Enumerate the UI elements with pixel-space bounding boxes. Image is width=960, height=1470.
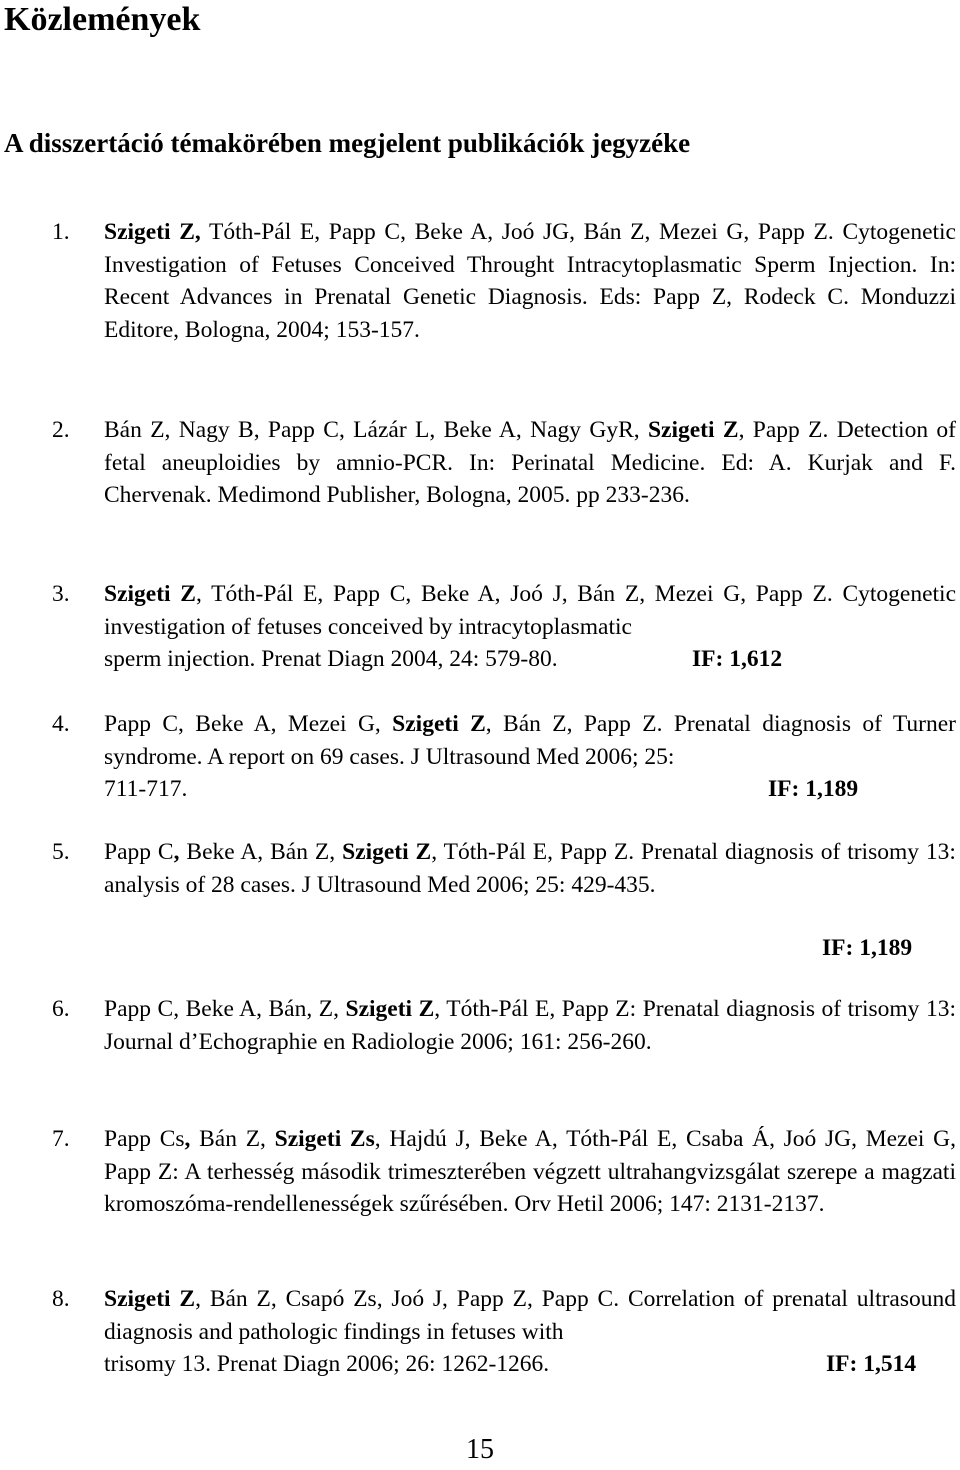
highlighted-author: Szigeti Z, <box>104 219 201 245</box>
publication-authors-tail: , Bán Z, Papp Z. Prenatal diagnosis <box>485 711 851 737</box>
publication-text <box>104 993 956 1058</box>
publication-number: 2. <box>52 417 70 443</box>
publication-details: Cytogenetic Investigation of Fetuses Conceived Throught Intracytoplasmatic Sperm Injection. In: Recent Advances in Prenatal Genetic Diagnosis. Eds: Papp Z, Rodeck C. Monduzzi Editore, Bologna, 2004; 153-157. <box>104 219 956 343</box>
publication-text <box>104 414 956 512</box>
publication-text <box>104 708 956 773</box>
section-heading: A disszertáció témakörében megjelent publikációk jegyzéke <box>4 128 691 158</box>
bold-comma: , <box>173 839 180 865</box>
publication-details-tail: trisomy 13. Prenat Diagn 2006; 26: 1262-1266. <box>104 1351 550 1377</box>
publication-text <box>104 1283 956 1348</box>
publication-details: diagnosis of trisomy 13: Journal d’Echographie en Radiologie 2006; 161: 256-260. <box>104 996 956 1055</box>
impact-factor: IF: 1,189 <box>768 776 859 802</box>
highlighted-author: Szigeti Z <box>647 417 739 443</box>
publication-item-8 <box>52 1283 956 1381</box>
highlighted-author: Szigeti Zs <box>274 1126 375 1152</box>
publication-details: of trisomy 13: analysis of 28 cases. J Ultrasound Med 2006; 25: 429-435. <box>104 839 956 898</box>
publication-details: of Turner syndrome. A report on 69 cases. J Ultrasound Med 2006; 25: <box>104 711 956 770</box>
publication-authors: , Tóth-Pál E, Papp C, Beke A, Joó J, Bán Z, Mezei G, Papp Z. <box>195 581 833 607</box>
publication-number: 1. <box>52 219 70 245</box>
publication-item-6 <box>52 993 956 1058</box>
publication-details: JG, Mezei G, Papp Z: A terhesség második trimeszterében végzett ultrahangvizsgálat szerepe a magzati kromoszóma-rendellenességek szűrésében. Orv Hetil 2006; 147: 2131-2137. <box>104 1126 957 1217</box>
publication-item-5 <box>52 836 956 901</box>
publication-item-1 <box>52 216 956 346</box>
publication-text <box>104 836 956 901</box>
publication-authors: Tóth-Pál E, Papp C, Beke A, Joó JG, Bán Z, Mezei G, Papp Z. <box>200 219 834 245</box>
highlighted-author: Szigeti Z <box>392 711 486 737</box>
publication-item-7 <box>52 1123 956 1221</box>
impact-factor: IF: 1,612 <box>692 646 783 672</box>
publication-number: 7. <box>52 1126 70 1152</box>
publication-number: 3. <box>52 581 70 607</box>
publication-details: Cytogenetic investigation of fetuses conceived by intracytoplasmatic <box>104 581 957 640</box>
publication-authors: , Bán Z, Csapó Zs, Joó J, Papp Z, Papp C. Correlation of <box>195 1286 764 1312</box>
publication-authors-mid: Bán Z, <box>190 1126 275 1152</box>
highlighted-author: Szigeti Z <box>104 1286 196 1312</box>
highlighted-author: Szigeti Z <box>345 996 435 1022</box>
publication-number: 6. <box>52 996 70 1022</box>
publication-text <box>104 1123 956 1221</box>
publication-authors-mid: Beke A, Bán Z, <box>179 839 343 865</box>
publication-authors: Papp Cs <box>104 1126 185 1152</box>
impact-factor: IF: 1,189 <box>822 935 913 961</box>
publication-details: prenatal ultrasound diagnosis and pathologic findings in fetuses with <box>104 1286 956 1345</box>
publication-text <box>104 216 956 346</box>
publication-authors-tail: , Papp Z. <box>738 417 829 443</box>
publication-details-tail: sperm injection. Prenat Diagn 2004, 24: 579-80. <box>104 646 558 672</box>
highlighted-author: Szigeti Z <box>342 839 432 865</box>
impact-factor: IF: 1,514 <box>826 1351 917 1377</box>
publication-item-3 <box>52 578 956 676</box>
page-title: Közlemények <box>4 1 201 38</box>
publication-authors: Bán Z, Nagy B, Papp C, Lázár L, Beke A, Nagy GyR, <box>104 417 648 443</box>
publication-authors-tail: , Hajdú J, Beke A, Tóth-Pál E, Csaba Á, Joó <box>374 1126 817 1152</box>
bold-comma: , <box>184 1126 191 1152</box>
publication-authors-tail: , Tóth-Pál E, Papp Z. Prenatal diagnosis <box>431 839 814 865</box>
publication-authors-tail: , Tóth-Pál E, Papp Z: Prenatal <box>434 996 720 1022</box>
publication-item-4 <box>52 708 956 806</box>
publication-text-last-line <box>104 773 956 806</box>
publication-authors: Papp C, Beke A, Bán, Z, <box>104 996 346 1022</box>
publication-number: 8. <box>52 1286 70 1312</box>
page-number: 15 <box>466 1434 494 1465</box>
publication-authors: Papp C, Beke A, Mezei G, <box>104 711 393 737</box>
publication-text <box>104 578 956 643</box>
publication-text-last-line <box>104 643 956 676</box>
publication-details: Detection of fetal aneuploidies by amnio-PCR. In: Perinatal Medicine. Ed: A. Kurjak and F. Chervenak. Medimond Publisher, Bologna, 2005. pp 233-236. <box>104 417 957 508</box>
publication-item-2 <box>52 414 956 512</box>
publication-number: 5. <box>52 839 70 865</box>
publication-details-tail: 711-717. <box>104 776 188 802</box>
publication-authors: Papp C <box>104 839 174 865</box>
publication-text-last-line <box>104 1348 956 1381</box>
publication-number: 4. <box>52 711 70 737</box>
highlighted-author: Szigeti Z <box>104 581 196 607</box>
